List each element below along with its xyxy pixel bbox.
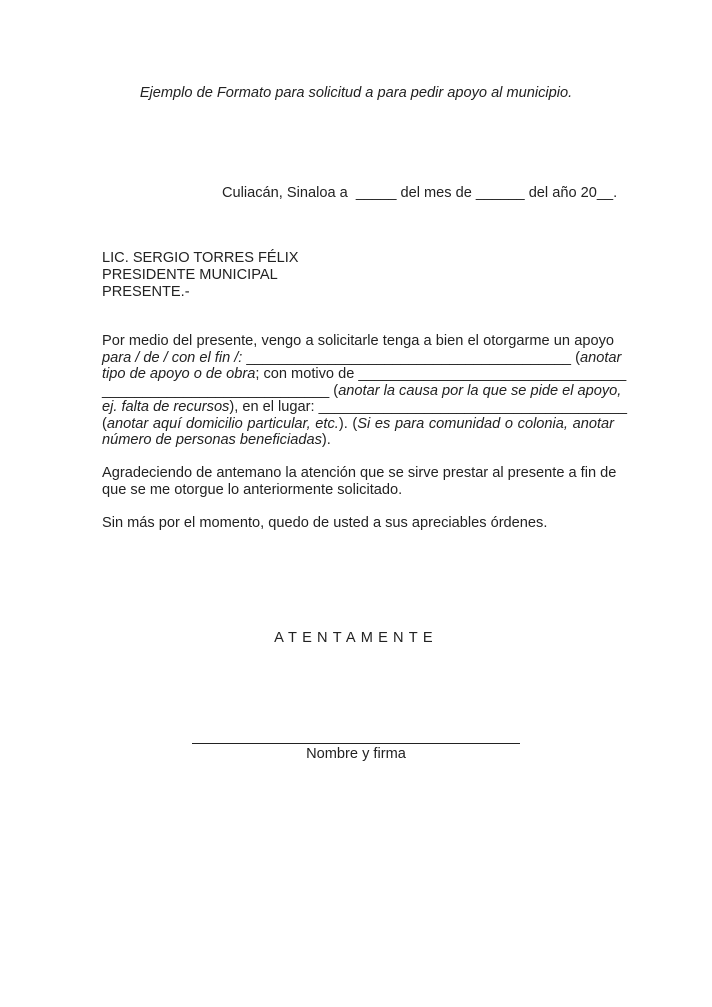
reason-blank: ; con motivo de _________________________________ bbox=[255, 366, 627, 382]
request-text: Por medio del presente, vengo a solicitarle tenga a bien el otorgarme un apoyo bbox=[102, 333, 614, 349]
paren-close: ). bbox=[321, 432, 331, 448]
paren-open: ( bbox=[102, 415, 107, 432]
location-blank: ), en el lugar: ______________________________________ bbox=[229, 399, 628, 415]
reason-note: anotar la causa por la que se pide el apoyo, bbox=[338, 382, 622, 399]
request-line-1 bbox=[102, 333, 614, 350]
purpose-note: anotar bbox=[579, 349, 622, 366]
purpose-hint: para / de / con el fin /: bbox=[102, 349, 243, 366]
purpose-blank: ________________________________________ ( bbox=[242, 349, 580, 366]
request-line-3 bbox=[102, 366, 627, 383]
community-note: Si es para comunidad o colonia, anotar bbox=[357, 415, 614, 432]
date-line: Culiacán, Sinaloa a _____ del mes de ______ del año 20__. bbox=[222, 185, 618, 201]
request-line-5 bbox=[102, 399, 628, 416]
request-paragraph bbox=[102, 333, 628, 449]
type-hint: tipo de apoyo o de obra bbox=[102, 366, 256, 382]
signature-line bbox=[192, 743, 520, 744]
paren-mid: ). ( bbox=[338, 415, 358, 432]
request-line-2 bbox=[102, 349, 622, 367]
recipient-salutation: PRESENTE.- bbox=[102, 284, 190, 300]
reason-example: ej. falta de recursos bbox=[102, 399, 230, 415]
signature-label: Nombre y firma bbox=[306, 746, 406, 762]
document-title: Ejemplo de Formato para solicitud a para pedir apoyo al municipio. bbox=[139, 85, 573, 101]
thanks-line-1: Agradeciendo de antemano la atención que se sirve prestar al presente a fin de bbox=[102, 465, 617, 481]
request-line-4 bbox=[102, 382, 622, 400]
farewell-paragraph: Sin más por el momento, quedo de usted a sus apreciables órdenes. bbox=[102, 515, 548, 531]
beneficiaries-note: número de personas beneficiadas bbox=[102, 432, 322, 448]
request-line-6 bbox=[102, 416, 614, 433]
thanks-paragraph bbox=[102, 465, 617, 498]
recipient-name: LIC. SERGIO TORRES FÉLIX bbox=[102, 250, 299, 266]
request-line-7 bbox=[102, 432, 614, 449]
location-note: anotar aquí domicilio particular, etc. bbox=[106, 415, 339, 432]
thanks-line-2: que se me otorgue lo anteriormente solicitado. bbox=[102, 481, 403, 498]
closing-text: ATENTAMENTE bbox=[274, 630, 438, 646]
recipient-position: PRESIDENTE MUNICIPAL bbox=[102, 267, 278, 283]
recipient-block bbox=[102, 250, 299, 301]
reason-blank-continued: ____________________________ ( bbox=[102, 382, 339, 399]
